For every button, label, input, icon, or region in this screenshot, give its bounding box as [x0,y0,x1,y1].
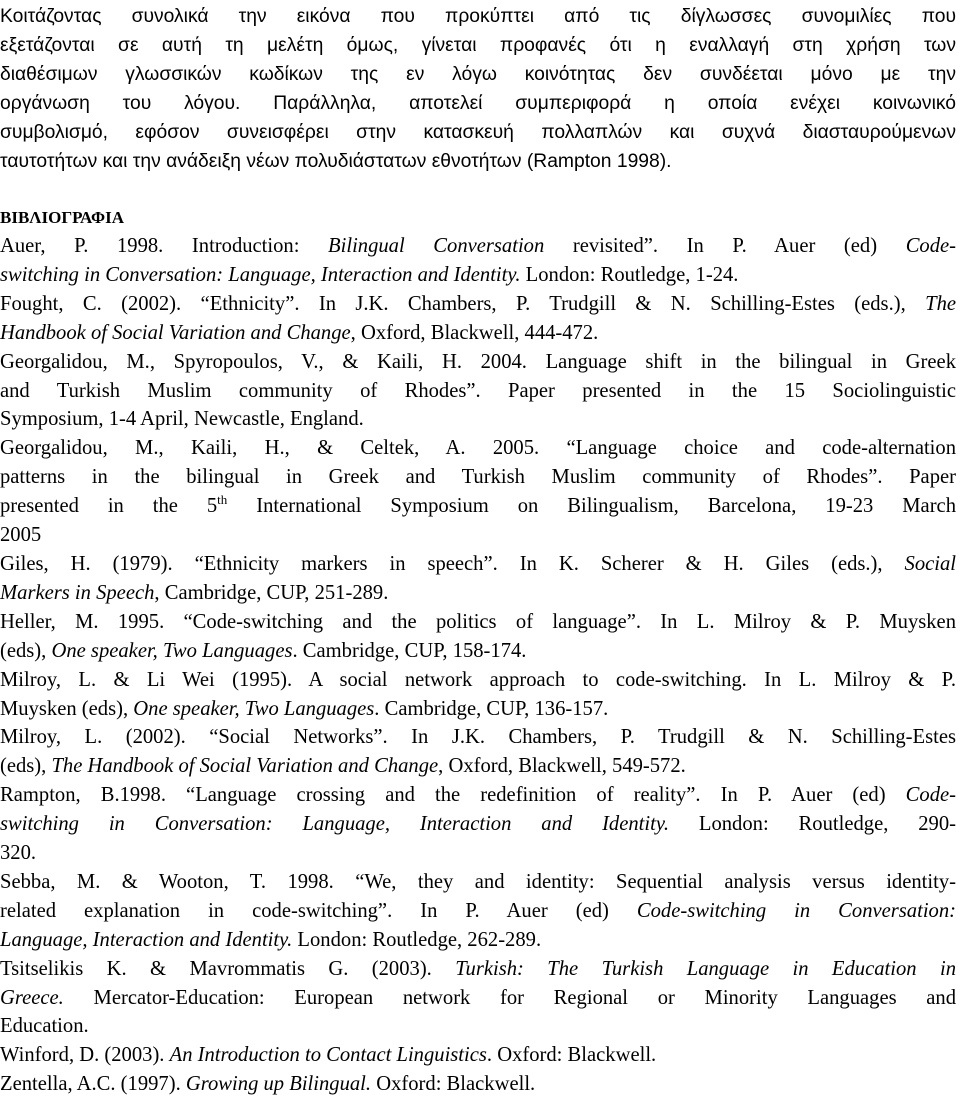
reference-text: London: Routledge, 290- [668,813,956,836]
intro-line: Κοιτάζοντας συνολικά την εικόνα που προκύπτει από τις δίγλωσσες συνομιλίες που [0,6,956,27]
reference-line [0,984,956,1013]
reference-line [0,781,956,810]
reference-title: Code-switching in Conversation: [636,899,956,922]
reference-title: Handbook of Social Variation and Change [0,321,351,344]
reference-line [0,290,956,319]
reference-line [0,261,956,290]
intro-paragraph [0,2,956,176]
reference-text: , Cambridge, CUP, 251-289. [154,581,389,604]
reference-line [0,1070,956,1099]
reference-georgalidou-2004 [0,348,956,435]
reference-title: The [925,292,956,315]
reference-text: (eds), [0,755,52,778]
reference-text: International Symposium on Bilingualism, Barcelona, 19-23 March [227,495,956,518]
reference-text: Oxford: Blackwell. [371,1073,536,1096]
reference-line [0,695,956,724]
reference-line [0,637,956,666]
reference-line: Milroy, L. & Li Wei (1995). A social network approach to code-switching. In L. Milroy & P. [0,668,956,691]
reference-text: related explanation in code-switching”. In P. Auer (ed) [0,899,637,922]
reference-title: Greece. [0,986,64,1009]
reference-text: , Oxford, Blackwell, 549-572. [438,755,686,778]
ordinal-superscript: th [217,492,228,508]
reference-title: Language, Interaction and Identity. [0,928,293,951]
reference-fought-2002 [0,290,956,348]
intro-line: οργάνωση του λόγου. Παράλληλα, αποτελεί συμπεριφορά η οποία ενέχει κοινωνικό [0,93,956,114]
reference-auer-1998 [0,232,956,290]
reference-line [0,550,956,579]
reference-zentella-1997 [0,1070,956,1099]
reference-title: Code- [905,235,957,257]
reference-line: Symposium, 1-4 April, Newcastle, England. [0,408,364,431]
reference-title: The Handbook of Social Variation and Change [51,755,439,778]
reference-title: Markers in Speech [0,581,155,604]
reference-milroy-2002 [0,723,956,781]
reference-sebba-1998 [0,868,956,955]
reference-line: Sebba, M. & Wooton, T. 1998. “We, they and identity: Sequential analysis versus identity- [0,870,956,893]
reference-text: Auer, P. 1998. Introduction: [0,235,329,257]
reference-text: presented in the 5 [0,495,218,518]
intro-line: διαθέσιμων γλωσσικών κωδίκων της εν λόγω κοινότητας δεν συνδέεται μόνο με την [0,64,956,85]
reference-rampton-1998 [0,781,956,868]
reference-title: switching in Conversation: Language, Interaction and Identity. [0,263,521,286]
reference-giles-1979 [0,550,956,608]
reference-title: One speaker, Two Languages [133,697,375,720]
reference-list [0,232,956,1099]
reference-text: London: Routledge, 262-289. [292,928,542,951]
reference-line [0,1041,956,1070]
reference-text: Giles, H. (1979). “Ethnicity markers in speech”. In K. Scherer & H. Giles (eds.), [0,552,905,575]
reference-line: Milroy, L. (2002). “Social Networks”. In J.K. Chambers, P. Trudgill & N. Schilling-Estes [0,726,956,749]
intro-line: συμβολισμό, εφόσον συνεισφέρει στην κατασκευή πολλαπλών και συχνά διασταυρούμενων [0,122,956,143]
reference-milroy-1995 [0,666,956,724]
reference-text: (eds), [0,639,52,662]
reference-line: Georgalidou, M., Spyropoulos, V., & Kaili, H. 2004. Language shift in the bilingual in Greek [0,350,956,373]
reference-text: . Cambridge, CUP, 158-174. [292,639,527,662]
reference-line: Heller, M. 1995. “Code-switching and the politics of language”. In L. Milroy & P. Muysken [0,610,956,633]
reference-text: Rampton, B.1998. “Language crossing and the redefinition of reality”. In P. Auer (ed) [0,784,906,807]
reference-text: Zentella, A.C. (1997). [0,1073,186,1096]
reference-line: Education. [0,1015,89,1038]
reference-title: Turkish: The Turkish Language in Education in [455,957,956,980]
intro-line: ταυτοτήτων και την ανάδειξη νέων πολυδιάστατων εθνοτήτων (Rampton 1998). [0,151,672,172]
reference-georgalidou-2005 [0,434,956,550]
reference-heller-1995 [0,608,956,666]
reference-line [0,955,956,984]
reference-tsitselikis-2003 [0,955,956,1042]
reference-line [0,319,956,348]
reference-text: , Oxford, Blackwell, 444-472. [350,321,599,344]
reference-title: Bilingual Conversation [328,235,545,257]
reference-line [0,579,956,608]
reference-line [0,810,956,839]
reference-title: Social [904,552,956,575]
reference-line: and Turkish Muslim community of Rhodes”. Paper presented in the 15 Sociolinguistic [0,379,956,402]
reference-title: Growing up Bilingual. [185,1073,372,1096]
reference-line: 320. [0,842,37,865]
reference-line [0,492,956,521]
reference-text: . Cambridge, CUP, 136-157. [374,697,609,720]
reference-text: Tsitselikis K. & Mavrommatis G. (2003). [0,957,456,980]
reference-text: Mercator-Education: European network for Regional or Minority Languages and [63,986,956,1009]
reference-text: London: Routledge, 1-24. [520,263,739,286]
reference-text: . Oxford: Blackwell. [486,1044,657,1067]
reference-text: Fought, C. (2002). “Ethnicity”. In J.K. Chambers, P. Trudgill & N. Schilling-Estes (eds.), [0,292,926,315]
reference-title: One speaker, Two Languages [51,639,293,662]
reference-line [0,926,956,955]
bibliography-heading: ΒΙΒΛΙΟΓΡΑΦΙΑ [0,208,125,227]
reference-line: 2005 [0,524,42,547]
reference-line: patterns in the bilingual in Greek and Turkish Muslim community of Rhodes”. Paper [0,466,956,489]
reference-title: Code- [905,784,956,807]
reference-text: Muysken (eds), [0,697,134,720]
reference-line: Georgalidou, M., Kaili, H., & Celtek, A. 2005. “Language choice and code-alternation [0,437,956,460]
reference-text: revisited”. In P. Auer (ed) [544,235,906,257]
reference-line [0,752,956,781]
reference-winford-2003 [0,1041,956,1070]
intro-line: εξετάζονται σε αυτή τη μελέτη όμως, γίνεται προφανές ότι η εναλλαγή στη χρήση των [0,35,956,56]
reference-title: switching in Conversation: Language, Interaction and Identity. [0,813,669,836]
reference-title: An Introduction to Contact Linguistics [169,1044,487,1067]
reference-line [0,232,957,261]
reference-line [0,897,956,926]
reference-text: Winford, D. (2003). [0,1044,170,1067]
